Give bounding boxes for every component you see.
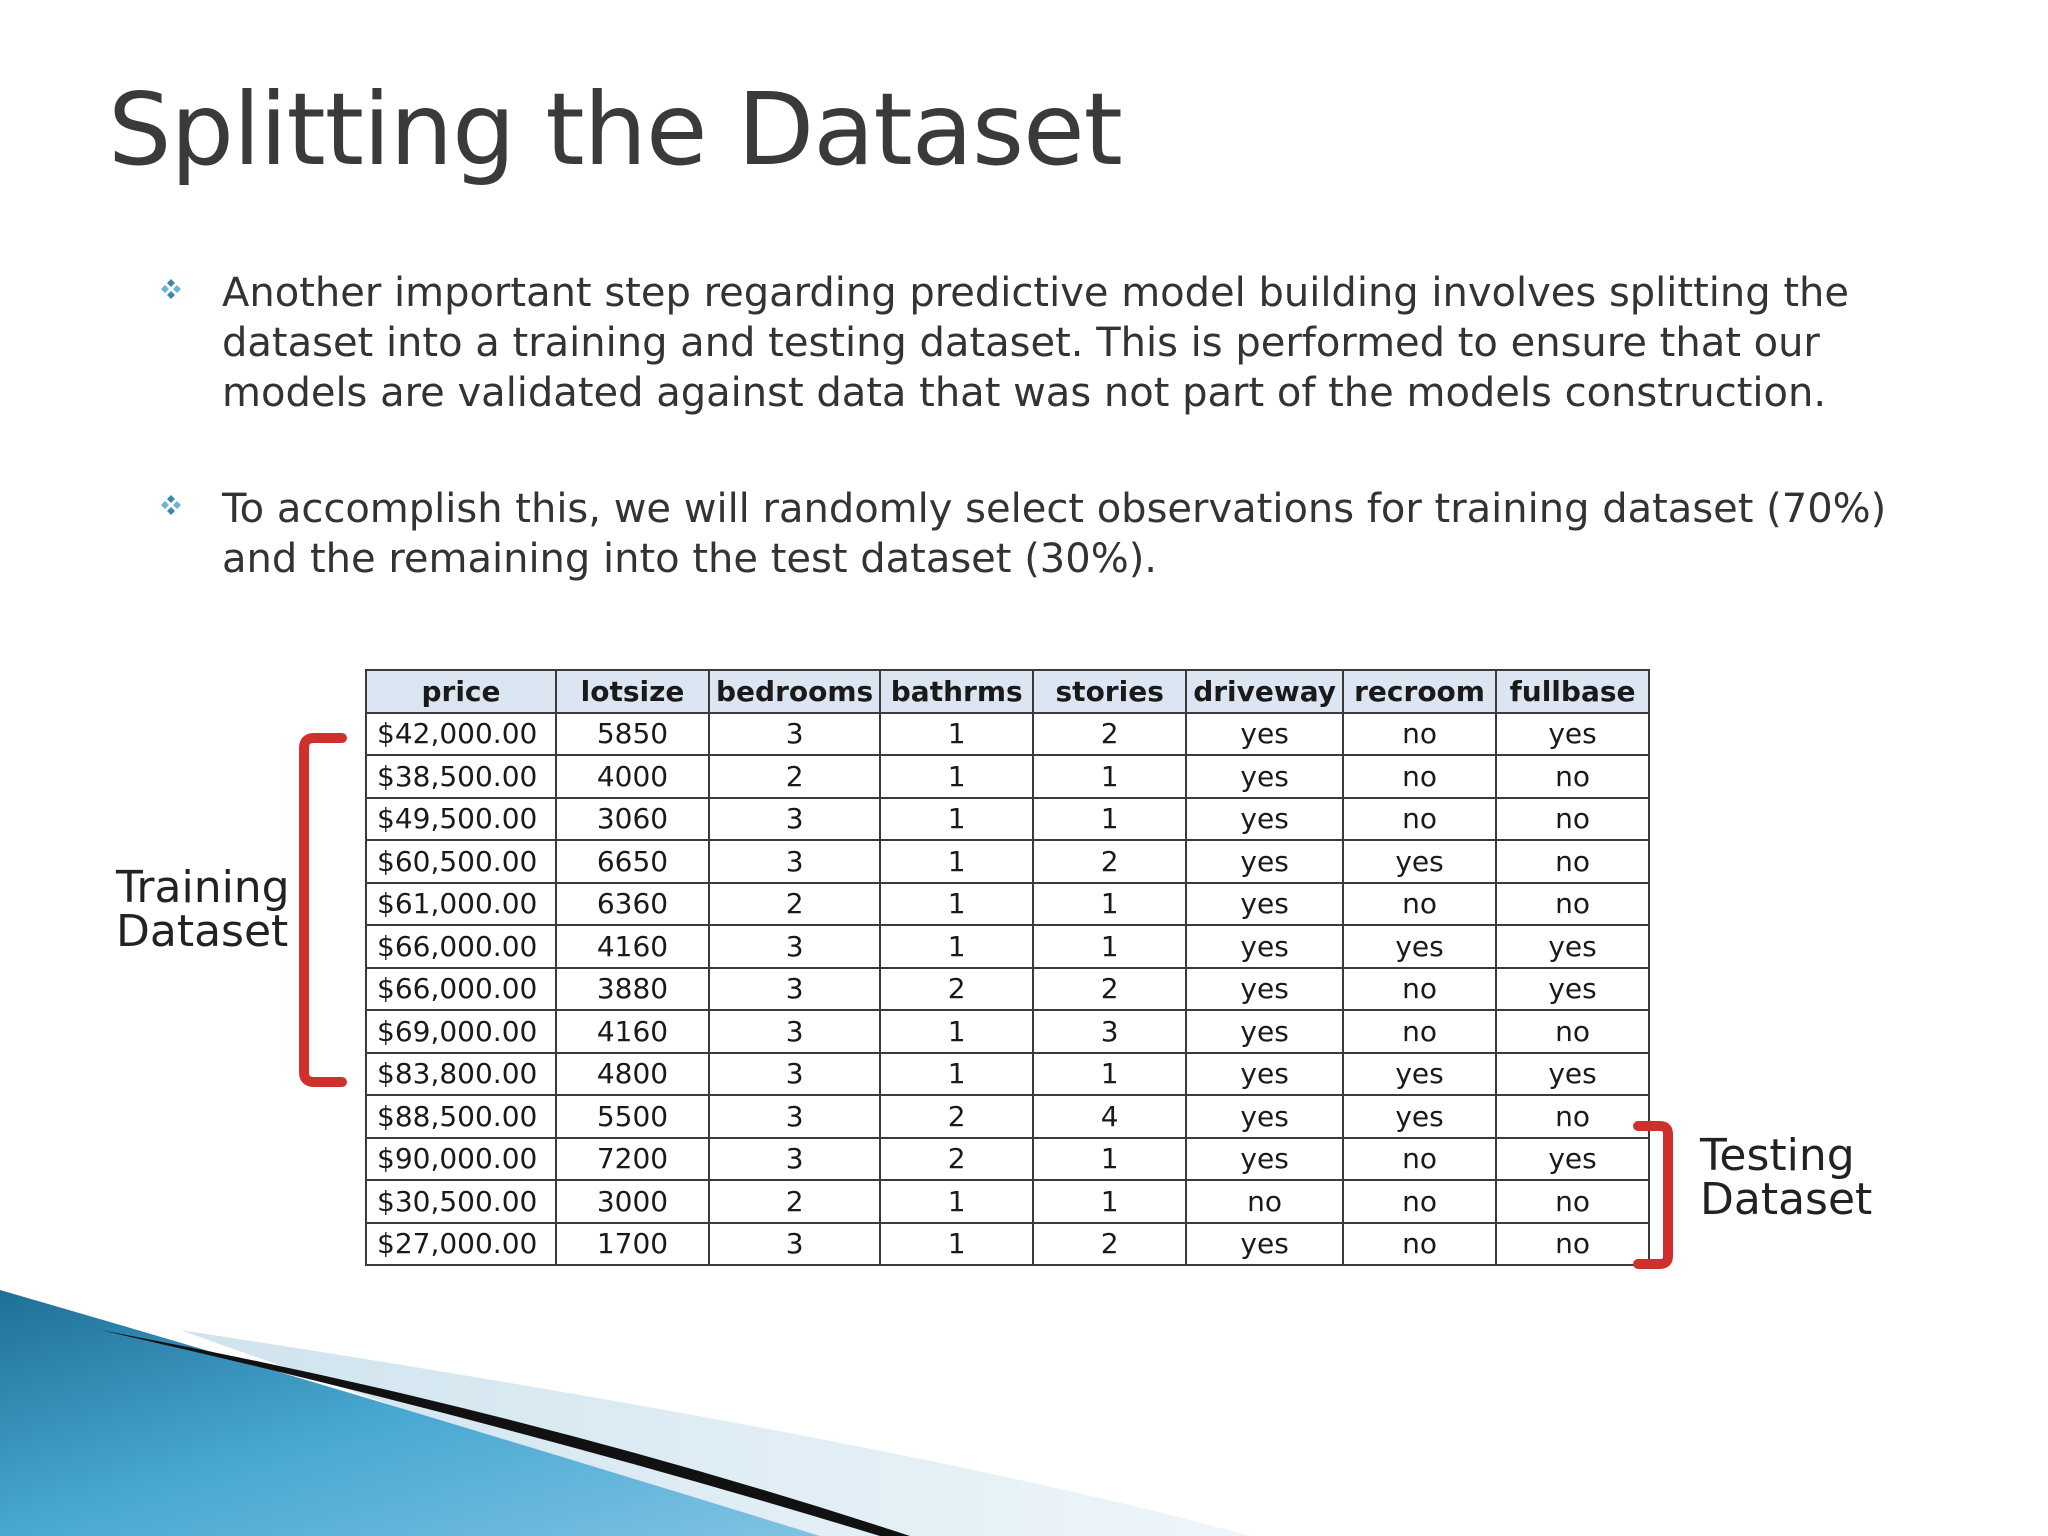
table-cell-price: $66,000.00	[366, 968, 556, 1011]
table-cell-recroom: no	[1343, 968, 1496, 1011]
table-row	[366, 713, 1649, 756]
table-cell-driveway: yes	[1186, 755, 1343, 798]
table-cell-bathrms: 1	[880, 1223, 1033, 1266]
bullet-text: To accomplish this, we will randomly select observations for training dataset (70%) and the remaining into the test dataset (30%).	[222, 486, 1887, 582]
table-cell-bedrooms: 3	[709, 1053, 880, 1096]
training-label-line: Dataset	[116, 906, 289, 957]
bullet-item	[160, 268, 1920, 418]
table-cell-recroom: no	[1343, 1010, 1496, 1053]
table-cell-fullbase: yes	[1496, 713, 1649, 756]
table-cell-driveway: yes	[1186, 1223, 1343, 1266]
table-cell-fullbase: no	[1496, 840, 1649, 883]
table-cell-bathrms: 1	[880, 1053, 1033, 1096]
table-cell-stories: 2	[1033, 840, 1186, 883]
column-header: fullbase	[1496, 670, 1649, 713]
table-cell-recroom: no	[1343, 883, 1496, 926]
table-row	[366, 968, 1649, 1011]
table-row	[366, 798, 1649, 841]
slide-footer-swoosh	[0, 1290, 2048, 1536]
table-cell-bathrms: 2	[880, 1138, 1033, 1181]
table-cell-driveway: yes	[1186, 1053, 1343, 1096]
table-cell-recroom: no	[1343, 1138, 1496, 1181]
table-cell-bedrooms: 2	[709, 883, 880, 926]
table-cell-lotsize: 3060	[556, 798, 709, 841]
bullet-list	[160, 268, 1920, 584]
table-cell-driveway: yes	[1186, 968, 1343, 1011]
table-cell-price: $88,500.00	[366, 1095, 556, 1138]
table-cell-lotsize: 4000	[556, 755, 709, 798]
table-cell-fullbase: yes	[1496, 1138, 1649, 1181]
table-cell-price: $60,500.00	[366, 840, 556, 883]
table-cell-price: $90,000.00	[366, 1138, 556, 1181]
table-cell-fullbase: no	[1496, 1223, 1649, 1266]
table-cell-price: $38,500.00	[366, 755, 556, 798]
table-cell-bathrms: 2	[880, 968, 1033, 1011]
table-cell-bedrooms: 3	[709, 840, 880, 883]
table-cell-fullbase: yes	[1496, 968, 1649, 1011]
table-cell-price: $83,800.00	[366, 1053, 556, 1096]
table-cell-recroom: yes	[1343, 1095, 1496, 1138]
table-cell-stories: 1	[1033, 883, 1186, 926]
testing-bracket	[1630, 1118, 1680, 1272]
table-cell-bathrms: 1	[880, 925, 1033, 968]
table-cell-recroom: no	[1343, 755, 1496, 798]
training-bracket	[290, 730, 350, 1090]
table-cell-lotsize: 6360	[556, 883, 709, 926]
slide-title: Splitting the Dataset	[108, 71, 1122, 188]
table-row	[366, 840, 1649, 883]
table-cell-fullbase: no	[1496, 755, 1649, 798]
column-header: price	[366, 670, 556, 713]
diamond-cluster-icon	[160, 494, 182, 516]
table-cell-price: $30,500.00	[366, 1180, 556, 1223]
table-cell-bathrms: 1	[880, 755, 1033, 798]
table-cell-fullbase: no	[1496, 1180, 1649, 1223]
table-row	[366, 1138, 1649, 1181]
bullet-text: Another important step regarding predictive model building involves splitting the dataset into a training and testing dataset. This is performed to ensure that our models are validated against data that was not part of the models construction.	[222, 270, 1849, 416]
table-cell-stories: 1	[1033, 755, 1186, 798]
table-cell-lotsize: 7200	[556, 1138, 709, 1181]
table-row	[366, 1180, 1649, 1223]
table-cell-price: $27,000.00	[366, 1223, 556, 1266]
table-cell-driveway: no	[1186, 1180, 1343, 1223]
bullet-item	[160, 484, 1920, 584]
table-cell-stories: 2	[1033, 1223, 1186, 1266]
training-dataset-label	[116, 862, 290, 957]
table-cell-stories: 2	[1033, 713, 1186, 756]
table-cell-stories: 1	[1033, 1053, 1186, 1096]
diamond-cluster-icon	[160, 278, 182, 300]
table-cell-driveway: yes	[1186, 1095, 1343, 1138]
column-header: bedrooms	[709, 670, 880, 713]
table-cell-bathrms: 1	[880, 798, 1033, 841]
table-cell-driveway: yes	[1186, 925, 1343, 968]
table-row	[366, 1053, 1649, 1096]
table-cell-recroom: no	[1343, 798, 1496, 841]
training-label-line: Training	[116, 862, 290, 913]
table-cell-bedrooms: 3	[709, 1095, 880, 1138]
table-cell-lotsize: 4800	[556, 1053, 709, 1096]
table-cell-bathrms: 1	[880, 883, 1033, 926]
column-header: recroom	[1343, 670, 1496, 713]
table-cell-driveway: yes	[1186, 798, 1343, 841]
table-cell-bedrooms: 3	[709, 713, 880, 756]
table-cell-fullbase: yes	[1496, 925, 1649, 968]
table-cell-price: $49,500.00	[366, 798, 556, 841]
table-cell-price: $69,000.00	[366, 1010, 556, 1053]
table-cell-stories: 1	[1033, 925, 1186, 968]
housing-data-table	[365, 669, 1650, 1266]
table-cell-fullbase: no	[1496, 798, 1649, 841]
table-cell-lotsize: 3880	[556, 968, 709, 1011]
table-cell-bedrooms: 3	[709, 968, 880, 1011]
column-header: bathrms	[880, 670, 1033, 713]
table-cell-stories: 1	[1033, 1138, 1186, 1181]
table-row	[366, 1010, 1649, 1053]
table-cell-stories: 4	[1033, 1095, 1186, 1138]
table-cell-bathrms: 2	[880, 1095, 1033, 1138]
table-cell-stories: 1	[1033, 1180, 1186, 1223]
table-body	[366, 713, 1649, 1266]
table-cell-driveway: yes	[1186, 713, 1343, 756]
table-cell-lotsize: 3000	[556, 1180, 709, 1223]
table-cell-fullbase: no	[1496, 883, 1649, 926]
table-row	[366, 1095, 1649, 1138]
table-row	[366, 1223, 1649, 1266]
column-header: lotsize	[556, 670, 709, 713]
table-cell-fullbase: yes	[1496, 1053, 1649, 1096]
table-cell-recroom: no	[1343, 713, 1496, 756]
table-cell-bedrooms: 2	[709, 1180, 880, 1223]
column-header: driveway	[1186, 670, 1343, 713]
table-cell-bedrooms: 3	[709, 925, 880, 968]
table-cell-stories: 1	[1033, 798, 1186, 841]
table-cell-fullbase: no	[1496, 1010, 1649, 1053]
table-cell-recroom: no	[1343, 1223, 1496, 1266]
table-cell-stories: 3	[1033, 1010, 1186, 1053]
table-cell-bathrms: 1	[880, 1010, 1033, 1053]
testing-label-line: Testing	[1700, 1130, 1855, 1181]
table-cell-lotsize: 5850	[556, 713, 709, 756]
table-cell-bathrms: 1	[880, 840, 1033, 883]
table-cell-recroom: yes	[1343, 840, 1496, 883]
table-cell-lotsize: 4160	[556, 925, 709, 968]
table-cell-lotsize: 1700	[556, 1223, 709, 1266]
table-cell-driveway: yes	[1186, 883, 1343, 926]
table-cell-bedrooms: 2	[709, 755, 880, 798]
table-cell-bedrooms: 3	[709, 1010, 880, 1053]
table-cell-recroom: yes	[1343, 1053, 1496, 1096]
table-cell-driveway: yes	[1186, 1138, 1343, 1181]
table-header-row	[366, 670, 1649, 713]
table-row	[366, 755, 1649, 798]
table-cell-lotsize: 4160	[556, 1010, 709, 1053]
table-cell-driveway: yes	[1186, 840, 1343, 883]
table-cell-bedrooms: 3	[709, 1223, 880, 1266]
table-cell-stories: 2	[1033, 968, 1186, 1011]
column-header: stories	[1033, 670, 1186, 713]
table-cell-recroom: no	[1343, 1180, 1496, 1223]
table-cell-lotsize: 6650	[556, 840, 709, 883]
testing-label-line: Dataset	[1700, 1174, 1873, 1225]
table-cell-lotsize: 5500	[556, 1095, 709, 1138]
table-cell-price: $66,000.00	[366, 925, 556, 968]
table-row	[366, 883, 1649, 926]
table-cell-fullbase: no	[1496, 1095, 1649, 1138]
table-row	[366, 925, 1649, 968]
table-cell-price: $42,000.00	[366, 713, 556, 756]
table-cell-bedrooms: 3	[709, 1138, 880, 1181]
table-cell-bedrooms: 3	[709, 798, 880, 841]
table-cell-recroom: yes	[1343, 925, 1496, 968]
table-cell-bathrms: 1	[880, 713, 1033, 756]
table-cell-driveway: yes	[1186, 1010, 1343, 1053]
table-cell-price: $61,000.00	[366, 883, 556, 926]
table-cell-bathrms: 1	[880, 1180, 1033, 1223]
testing-dataset-label	[1700, 1130, 1873, 1225]
